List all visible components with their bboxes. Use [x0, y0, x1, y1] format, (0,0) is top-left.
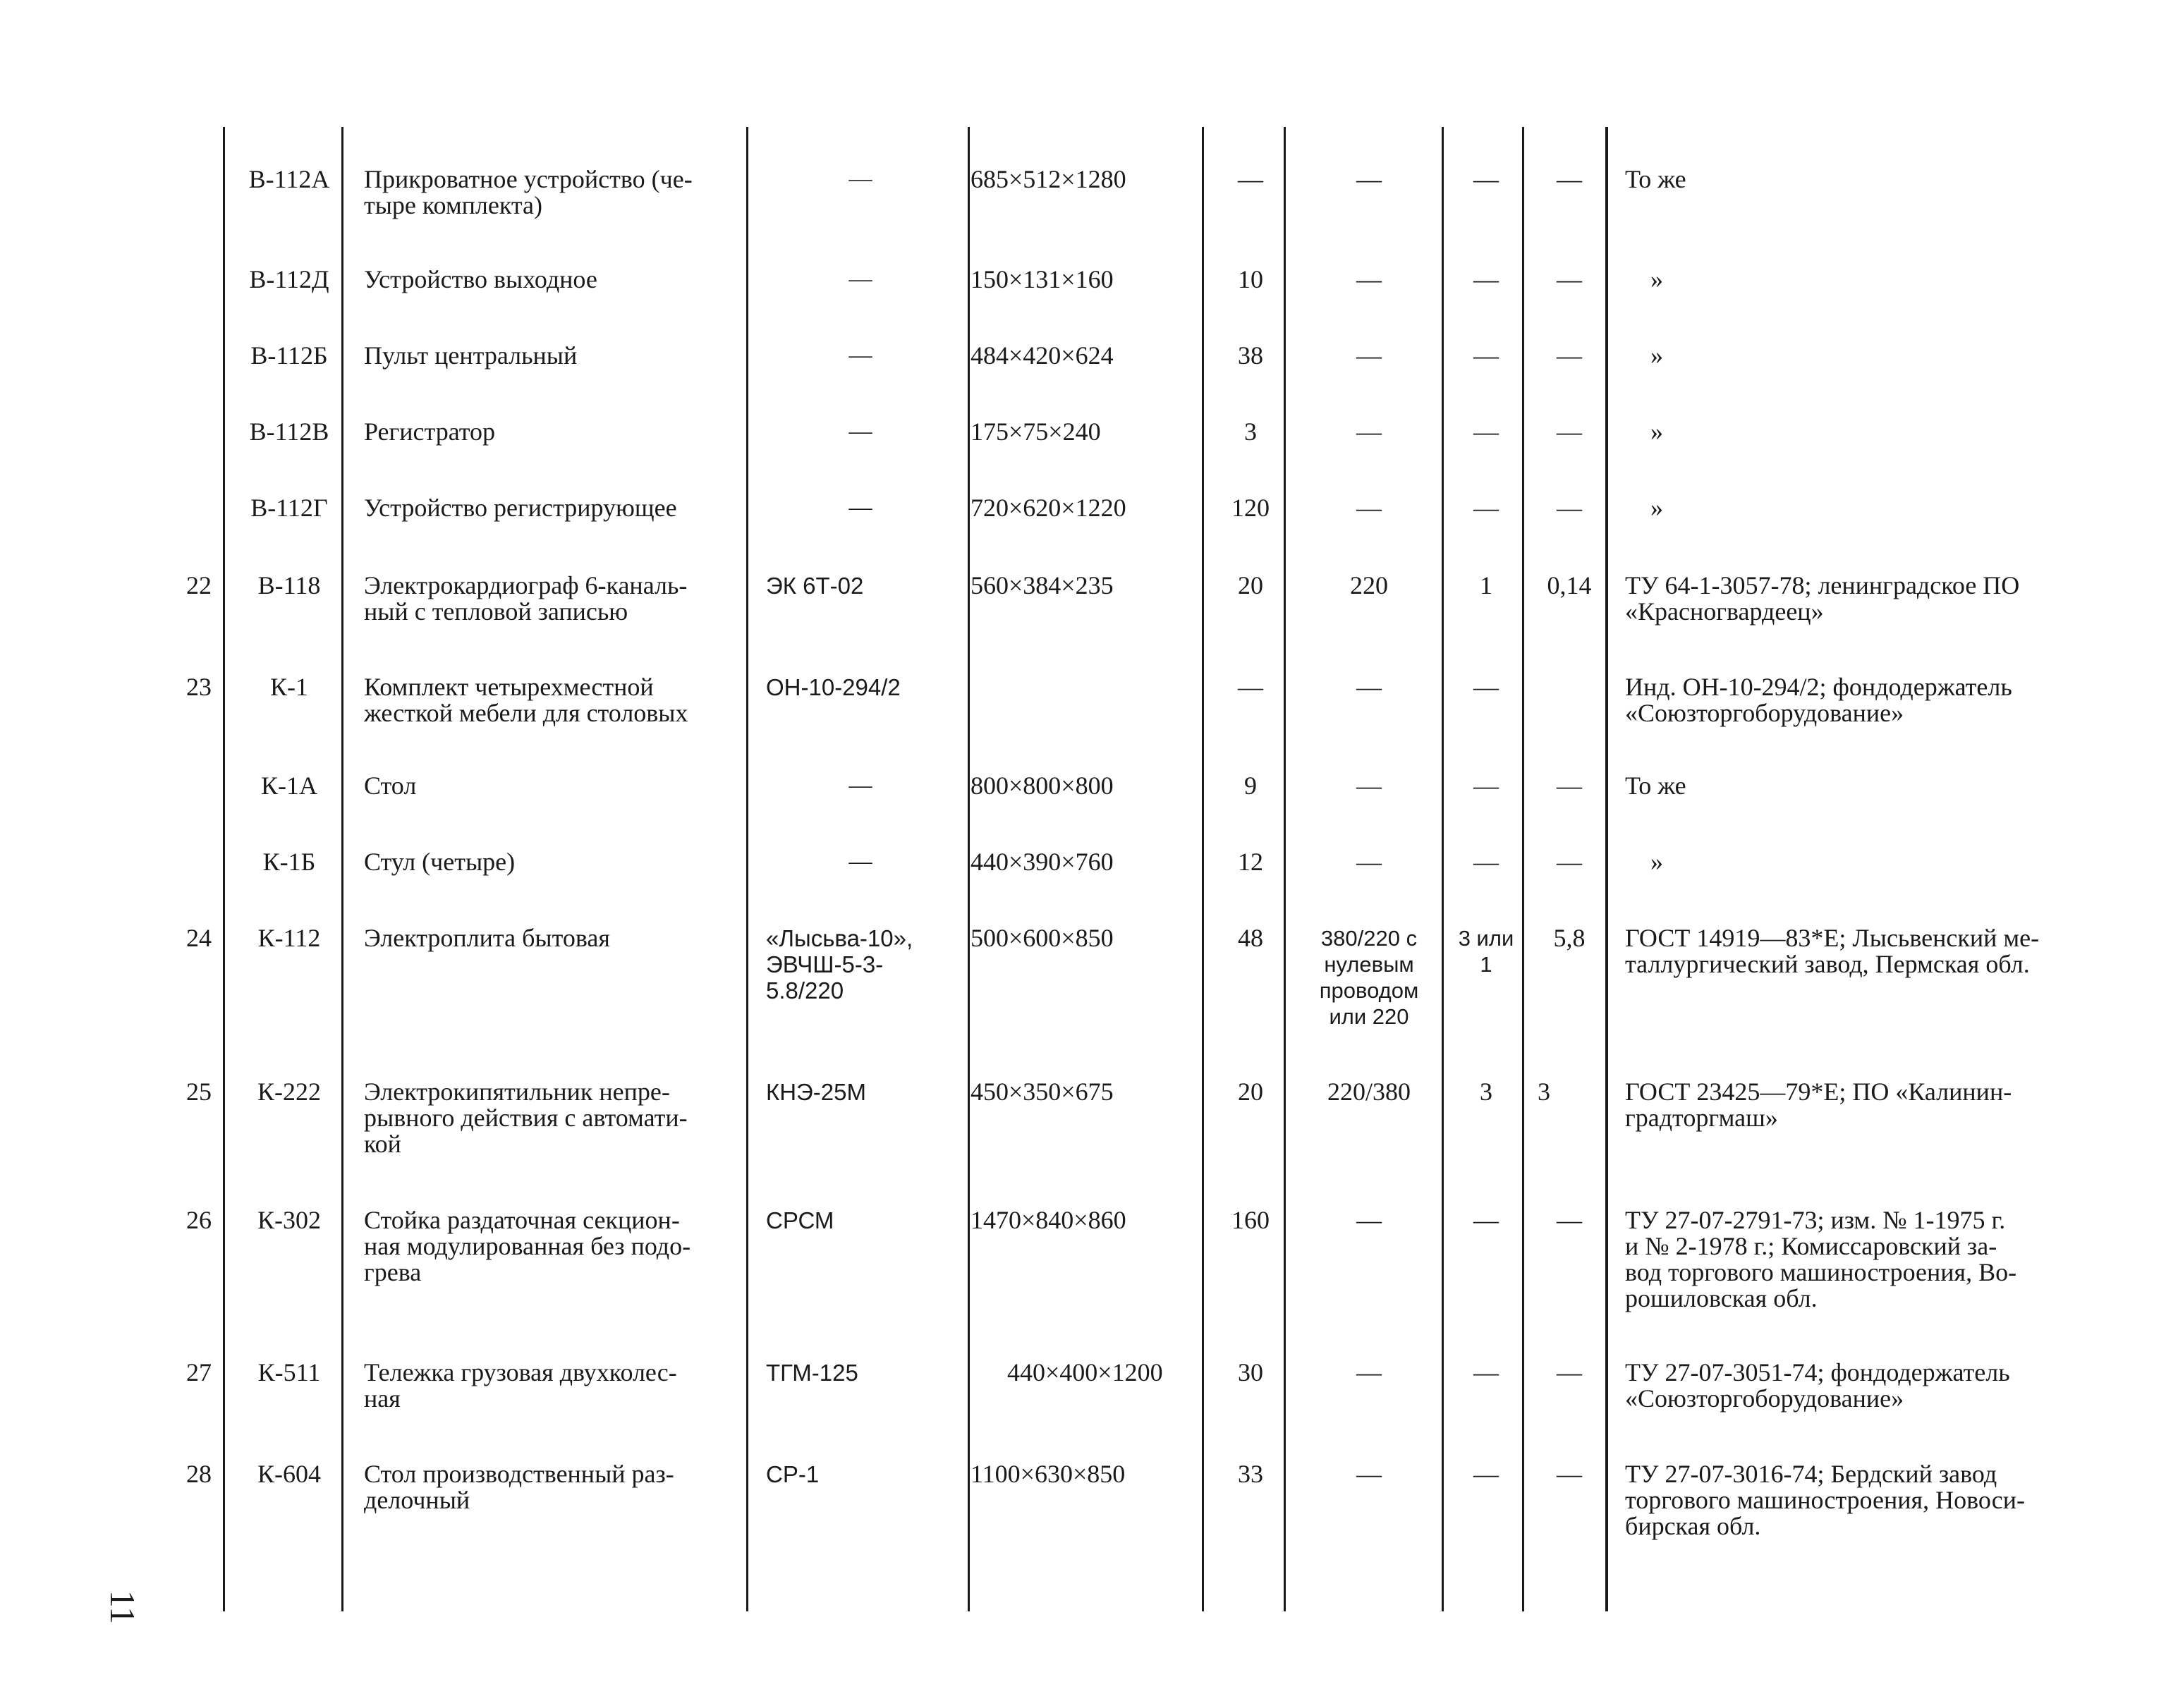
item-code: К-511	[257, 1358, 321, 1386]
item-model: КНЭ-25М	[766, 1079, 866, 1105]
item-note: »	[1650, 265, 1663, 293]
item-note: »	[1650, 417, 1663, 446]
item-model: —	[848, 849, 872, 874]
item-dimensions: 150×131×160	[971, 265, 1114, 293]
item-mass: 3	[1244, 417, 1257, 446]
item-mass: 160	[1231, 1206, 1270, 1234]
item-voltage: —	[1356, 417, 1382, 446]
item-phases: —	[1473, 673, 1499, 701]
item-dimensions: 1470×840×860	[971, 1206, 1126, 1234]
item-mass: 20	[1238, 1078, 1263, 1106]
item-dimensions: 800×800×800	[971, 771, 1114, 800]
item-voltage: —	[1356, 1358, 1382, 1386]
row-number: 23	[186, 673, 212, 701]
item-phases: 3 или 1	[1458, 926, 1514, 977]
item-power: —	[1557, 165, 1582, 193]
item-voltage: —	[1356, 1460, 1382, 1488]
item-note: »	[1650, 341, 1663, 370]
item-name: Электрокардиограф 6-каналь- ный с тепловой записью	[364, 571, 688, 626]
item-name: Стойка раздаточная секцион- ная модулированная без подо- грева	[364, 1206, 691, 1286]
item-name: Электрокипятильник непре- рывного действия с автомати- кой	[364, 1078, 688, 1158]
item-code: В-118	[257, 571, 321, 599]
item-mass: —	[1238, 165, 1263, 193]
row-number: 28	[186, 1460, 212, 1488]
row-number: 27	[186, 1358, 212, 1386]
item-note: ГОСТ 23425—79*Е; ПО «Калинин- градторгмаш»	[1625, 1078, 2012, 1132]
item-model: СРСМ	[766, 1207, 834, 1233]
item-model: —	[848, 267, 872, 292]
item-name: Устройство выходное	[364, 265, 597, 293]
item-phases: —	[1473, 848, 1499, 876]
item-model: —	[848, 495, 872, 520]
item-mass: 12	[1238, 848, 1263, 876]
item-mass: 120	[1231, 494, 1270, 522]
item-phases: —	[1473, 417, 1499, 446]
item-phases: 3	[1480, 1078, 1492, 1106]
item-note: ТУ 27-07-3051-74; фондодержатель «Союзторгоборудование»	[1625, 1358, 2010, 1413]
item-code: В-112Г	[250, 494, 328, 522]
item-phases: —	[1473, 265, 1499, 293]
item-note: ГОСТ 14919—83*Е; Лысьвенский ме- таллургический завод, Пермская обл.	[1625, 924, 2040, 978]
row-number: 25	[186, 1078, 212, 1106]
item-dimensions: 560×384×235	[971, 571, 1114, 599]
item-model: ОН-10-294/2	[766, 674, 901, 700]
item-power: —	[1557, 494, 1582, 522]
item-model: ЭК 6Т-02	[766, 573, 864, 599]
item-phases: 1	[1480, 571, 1492, 599]
item-power: —	[1557, 848, 1582, 876]
item-power: —	[1557, 265, 1582, 293]
row-number: 24	[186, 924, 212, 952]
item-dimensions: 440×390×760	[971, 848, 1114, 876]
item-note: То же	[1625, 771, 1686, 800]
item-voltage: —	[1356, 265, 1382, 293]
item-model: —	[848, 773, 872, 798]
item-code: К-302	[257, 1206, 321, 1234]
item-code: В-112В	[249, 417, 329, 446]
item-name: Тележка грузовая двухколес- ная	[364, 1358, 677, 1413]
item-note: ТУ 27-07-3016-74; Бердский завод торгового машиностроения, Новоси- бирская обл.	[1625, 1460, 2025, 1540]
item-model: —	[848, 343, 872, 368]
item-code: К-222	[257, 1078, 321, 1106]
item-name: Электроплита бытовая	[364, 924, 610, 952]
item-voltage: —	[1356, 673, 1382, 701]
item-voltage: —	[1356, 494, 1382, 522]
item-name: Стол	[364, 771, 417, 800]
item-phases: —	[1473, 1206, 1499, 1234]
item-power: —	[1557, 341, 1582, 370]
item-mass: 48	[1238, 924, 1263, 952]
item-model: «Лысьва-10», ЭВЧШ-5-3- 5.8/220	[766, 925, 913, 1004]
item-code: В-112А	[248, 165, 330, 193]
item-power: —	[1557, 1460, 1582, 1488]
item-phases: —	[1473, 771, 1499, 800]
item-code: К-1	[270, 673, 308, 701]
item-voltage: —	[1356, 771, 1382, 800]
item-code: В-112Д	[249, 265, 329, 293]
item-code: К-1А	[261, 771, 317, 800]
item-model: —	[848, 166, 872, 192]
page-number: 11	[103, 1590, 143, 1625]
item-note: То же	[1625, 165, 1686, 193]
column-rule	[223, 127, 225, 1611]
item-mass: 33	[1238, 1460, 1263, 1488]
item-dimensions: 685×512×1280	[971, 165, 1126, 193]
item-dimensions: 175×75×240	[971, 417, 1101, 446]
item-mass: —	[1238, 673, 1263, 701]
item-name: Стул (четыре)	[364, 848, 516, 876]
row-number: 26	[186, 1206, 212, 1234]
item-code: К-112	[257, 924, 321, 952]
item-note: ТУ 64-1-3057-78; ленинградское ПО «Красногвардеец»	[1625, 571, 2020, 626]
item-code: К-604	[257, 1460, 321, 1488]
row-number: 22	[186, 571, 212, 599]
item-power: 5,8	[1553, 924, 1586, 952]
item-code: В-112Б	[250, 341, 328, 370]
item-power: 3	[1538, 1078, 1550, 1106]
column-rule	[746, 127, 748, 1611]
column-rule	[968, 127, 970, 1611]
item-model: ТГМ-125	[766, 1360, 858, 1386]
item-phases: —	[1473, 341, 1499, 370]
item-dimensions: 1100×630×850	[971, 1460, 1126, 1488]
item-phases: —	[1473, 1460, 1499, 1488]
item-voltage: —	[1356, 1206, 1382, 1234]
item-note: »	[1650, 494, 1663, 522]
item-phases: —	[1473, 1358, 1499, 1386]
item-dimensions: 440×400×1200	[1007, 1358, 1163, 1386]
item-name: Пульт центральный	[364, 341, 578, 370]
item-mass: 30	[1238, 1358, 1263, 1386]
item-power: —	[1557, 771, 1582, 800]
item-note: Инд. ОН-10-294/2; фондодержатель «Союзторгоборудование»	[1625, 673, 2012, 727]
item-dimensions: 500×600×850	[971, 924, 1114, 952]
item-dimensions: 484×420×624	[971, 341, 1114, 370]
item-mass: 9	[1244, 771, 1257, 800]
item-mass: 38	[1238, 341, 1263, 370]
item-power: —	[1557, 1358, 1582, 1386]
item-code: К-1Б	[262, 848, 316, 876]
item-dimensions: 720×620×1220	[971, 494, 1126, 522]
item-dimensions: 450×350×675	[971, 1078, 1114, 1106]
item-voltage: —	[1356, 341, 1382, 370]
item-voltage: 220/380	[1327, 1078, 1411, 1106]
item-voltage: 380/220 с нулевым проводом или 220	[1319, 926, 1419, 1029]
item-phases: —	[1473, 494, 1499, 522]
item-voltage: —	[1356, 165, 1382, 193]
item-name: Регистратор	[364, 417, 496, 446]
item-power: —	[1557, 1206, 1582, 1234]
item-power: 0,14	[1547, 571, 1592, 599]
item-note: ТУ 27-07-2791-73; изм. № 1-1975 г. и № 2-1978 г.; Комиссаровский за- вод торгового машиностроения, Во- рошиловская обл.	[1625, 1206, 2017, 1312]
item-model: —	[848, 419, 872, 444]
item-phases: —	[1473, 165, 1499, 193]
item-name: Комплект четырехместной жесткой мебели для столовых	[364, 673, 688, 727]
item-name: Прикроватное устройство (че- тыре комплекта)	[364, 165, 693, 219]
item-name: Стол производственный раз- делочный	[364, 1460, 674, 1514]
item-power: —	[1557, 417, 1582, 446]
item-name: Устройство регистрирующее	[364, 494, 677, 522]
item-model: СР-1	[766, 1461, 820, 1487]
item-note: »	[1650, 848, 1663, 876]
item-voltage: —	[1356, 848, 1382, 876]
item-mass: 20	[1238, 571, 1263, 599]
item-mass: 10	[1238, 265, 1263, 293]
item-voltage: 220	[1350, 571, 1388, 599]
